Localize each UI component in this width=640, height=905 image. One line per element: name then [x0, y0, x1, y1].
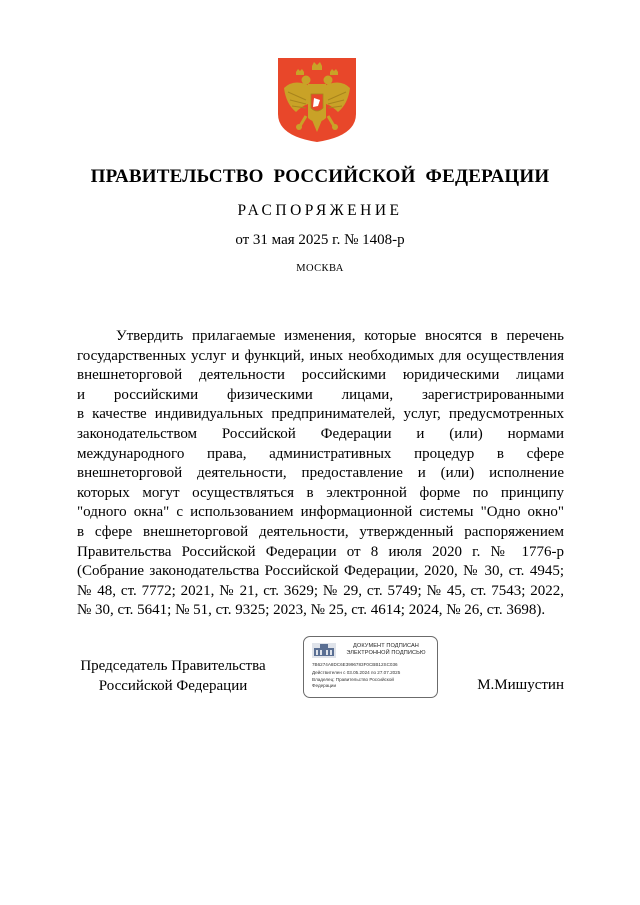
signer-position	[78, 657, 268, 696]
stamp-owner-line: Владелец: Правительство Российской	[312, 677, 394, 682]
body-line: международного права, административных процедур в сфере	[77, 445, 564, 462]
document-city: МОСКВА	[296, 263, 344, 274]
body-line: № 48, ст. 7772; 2021, № 21, ст. 3629; № 29, ст. 5749; № 45, ст. 7543; 2022,	[77, 582, 564, 599]
government-building-icon	[312, 643, 336, 658]
stamp-certificate: 7B6274A8DC6E3996783F0CBB12SC036	[312, 662, 398, 667]
body-line: законодательством Российской Федерации и (или) нормами	[77, 425, 564, 442]
stamp-title	[338, 643, 434, 657]
body-line: в качестве индивидуальных предпринимателей, услуг, предусмотренных	[77, 406, 564, 423]
body-line: "одного окна" с использованием информационной системы "Одно окно"	[77, 504, 564, 521]
body-line: и российскими физическими лицами, зарегистрированными	[77, 386, 564, 403]
stamp-title-line: ДОКУМЕНТ ПОДПИСАН	[353, 643, 419, 649]
body-line: (Собрание законодательства Российской Федерации, 2020, № 30, ст. 4945;	[77, 563, 564, 580]
body-line: государственных услуг и функций, иных необходимых для осуществления	[77, 347, 564, 364]
document-type: РАСПОРЯЖЕНИЕ	[237, 202, 403, 219]
electronic-signature-stamp	[303, 636, 438, 698]
russian-coat-of-arms-icon	[276, 56, 358, 144]
body-line: Правительства Российской Федерации от 8 июля 2020 г. № 1776-р	[77, 543, 564, 560]
signer-position-line: Российской Федерации	[98, 677, 248, 694]
signer-position-line: Председатель Правительства	[80, 658, 266, 674]
order-body-text	[77, 327, 564, 621]
stamp-owner-line: Федерации	[312, 683, 337, 688]
stamp-title-line: ЭЛЕКТРОННОЙ ПОДПИСЬЮ	[346, 650, 426, 656]
body-line: внешнеторговой деятельности российскими юридическими лицами	[77, 367, 564, 384]
body-line: в сфере внешнеторговой деятельности, утвержденный распоряжением	[77, 523, 564, 540]
document-date-number: от 31 мая 2025 г. № 1408-р	[235, 232, 405, 248]
body-line: которых могут осуществляться в электронной форме по принципу	[77, 484, 564, 501]
signer-name: М.Мишустин	[477, 677, 564, 693]
body-line: внешнеторговой деятельности, предоставление и (или) исполнение	[77, 465, 564, 482]
body-line: Утвердить прилагаемые изменения, которые вносятся в перечень	[116, 328, 564, 344]
government-title: ПРАВИТЕЛЬСТВО РОССИЙСКОЙ ФЕДЕРАЦИИ	[90, 166, 550, 187]
body-line: № 30, ст. 5641; № 51, ст. 9325; 2023, № 25, ст. 4614; 2024, № 26, ст. 3698).	[77, 602, 546, 619]
stamp-validity: Действителен с 03.05.2024 по 27.07.2025	[312, 670, 401, 675]
